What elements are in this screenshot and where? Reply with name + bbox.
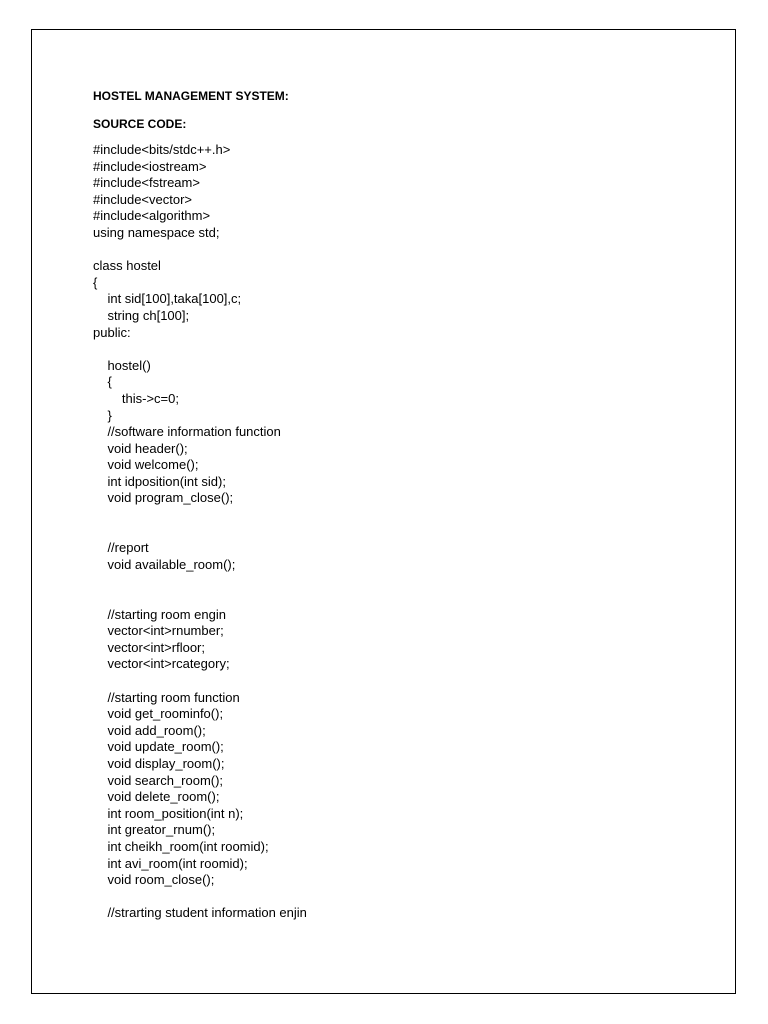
code-line: //software information function: [93, 424, 281, 440]
document-subtitle: SOURCE CODE:: [93, 117, 187, 131]
code-line: void search_room();: [93, 772, 224, 788]
code-line: void header();: [93, 440, 188, 456]
code-line: int greator_rnum();: [93, 822, 216, 838]
code-line: public:: [93, 324, 131, 340]
code-line: void delete_room();: [93, 789, 220, 805]
source-code-block: [93, 142, 307, 922]
code-line: #include<algorithm>: [93, 208, 211, 224]
code-line: {: [93, 374, 112, 390]
code-line: vector<int>rfloor;: [93, 639, 205, 655]
code-line: [93, 673, 307, 690]
code-line: void available_room();: [93, 556, 236, 572]
code-line: this->c=0;: [93, 390, 179, 406]
code-line: //strarting student information enjin: [93, 905, 307, 921]
code-line: vector<int>rcategory;: [93, 656, 230, 672]
code-line: void room_close();: [93, 872, 215, 888]
code-line: class hostel: [93, 258, 161, 274]
code-line: hostel(): [93, 357, 151, 373]
code-line: [93, 590, 307, 607]
code-line: [93, 889, 307, 906]
code-line: vector<int>rnumber;: [93, 623, 224, 639]
code-line: int sid[100],taka[100],c;: [93, 291, 242, 307]
document-title: HOSTEL MANAGEMENT SYSTEM:: [93, 89, 289, 103]
code-line: }: [93, 407, 112, 423]
code-line: int avi_room(int roomid);: [93, 855, 248, 871]
code-line: int room_position(int n);: [93, 805, 244, 821]
code-line: #include<iostream>: [93, 158, 207, 174]
code-line: //report: [93, 540, 149, 556]
code-line: void welcome();: [93, 457, 199, 473]
code-line: [93, 341, 307, 358]
code-line: void program_close();: [93, 490, 234, 506]
code-line: [93, 524, 307, 541]
code-line: [93, 573, 307, 590]
code-line: using namespace std;: [93, 224, 220, 240]
code-line: {: [93, 274, 98, 290]
code-line: #include<fstream>: [93, 175, 200, 191]
code-line: #include<bits/stdc++.h>: [93, 142, 231, 157]
code-line: [93, 242, 307, 259]
code-line: int idposition(int sid);: [93, 473, 226, 489]
code-line: void update_room();: [93, 739, 224, 755]
code-line: //starting room function: [93, 689, 240, 705]
code-line: void add_room();: [93, 722, 206, 738]
code-line: int cheikh_room(int roomid);: [93, 838, 269, 854]
code-line: void display_room();: [93, 755, 225, 771]
code-line: [93, 507, 307, 524]
code-line: void get_roominfo();: [93, 706, 224, 722]
code-line: #include<vector>: [93, 191, 193, 207]
code-line: string ch[100];: [93, 307, 190, 323]
code-line: //starting room engin: [93, 606, 226, 622]
